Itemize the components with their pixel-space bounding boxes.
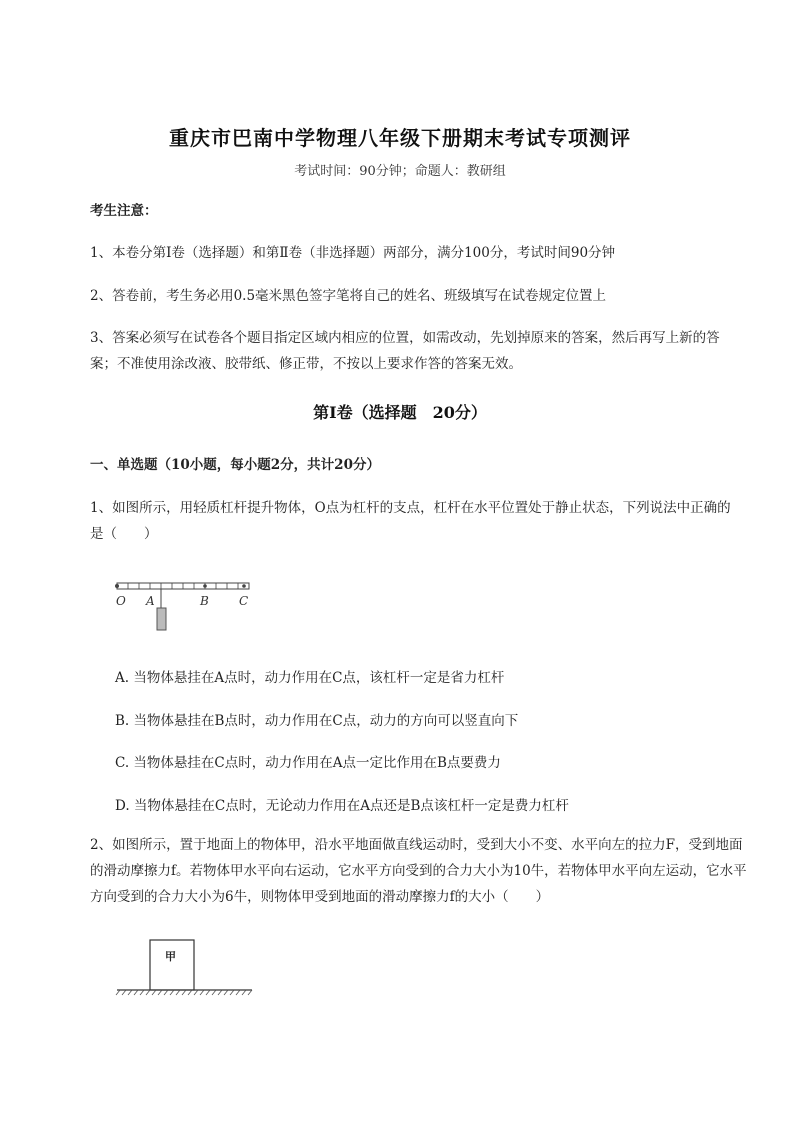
question-stem-2: 2、如图所示，置于地面上的物体甲，沿水平地面做直线运动时，受到大小不变、水平向左的拉力F，受到地面的滑动摩擦力f。若物体甲水平向右运动，它水平方向受到的合力大小为10牛，若物体甲水平向左运动，它水平方向受到的合力大小为6牛，则物体甲受到地面的滑动摩擦力f的大小（ ） — [90, 837, 747, 905]
part-heading: 一、单选题（10小题，每小题2分，共计20分） — [90, 457, 380, 473]
section-title: 第I卷（选择题 20分） — [313, 403, 487, 422]
notice-item: 1、本卷分第I卷（选择题）和第Ⅱ卷（非选择题）两部分，满分100分，考试时间90分钟 — [90, 245, 616, 261]
block-label: 甲 — [165, 950, 176, 963]
notice-item: 2、答卷前，考生务必用0.5毫米黑色签字笔将自己的姓名、班级填写在试卷规定位置上 — [90, 288, 607, 304]
block-jia — [150, 940, 194, 990]
option-b[interactable]: B. 当物体悬挂在B点时，动力作用在C点，动力的方向可以竖直向下 — [115, 713, 519, 729]
label-a: A — [146, 594, 155, 608]
option-a[interactable]: A. 当物体悬挂在A点时，动力作用在C点，该杠杆一定是省力杠杆 — [115, 670, 505, 686]
label-o: O — [116, 594, 126, 608]
lever-bar — [115, 583, 249, 589]
hanging-weight — [157, 608, 166, 630]
notice-item: 3、答案必须写在试卷各个题目指定区域内相应的位置，如需改动，先划掉原来的答案，然后再写上新的答案；不准使用涂改液、胶带纸、修正带，不按以上要求作答的答案无效。 — [90, 330, 720, 372]
label-c: C — [239, 594, 249, 608]
label-b: B — [200, 594, 209, 608]
ground — [116, 990, 252, 995]
lever-figure — [112, 575, 262, 635]
option-c[interactable]: C. 当物体悬挂在C点时，动力作用在A点一定比作用在B点要费力 — [115, 755, 501, 771]
page-subtitle: 考试时间：90分钟；命题人：教研组 — [294, 164, 506, 179]
notice-heading: 考生注意： — [90, 203, 158, 219]
page-title: 重庆市巴南中学物理八年级下册期末考试专项测评 — [169, 126, 631, 150]
block-figure — [112, 935, 262, 997]
option-d[interactable]: D. 当物体悬挂在C点时，无论动力作用在A点还是B点该杠杆一定是费力杠杆 — [115, 798, 569, 814]
question-stem-1: 1、如图所示，用轻质杠杆提升物体，O点为杠杆的支点，杠杆在水平位置处于静止状态，下列说法中正确的是（ ） — [90, 500, 731, 542]
